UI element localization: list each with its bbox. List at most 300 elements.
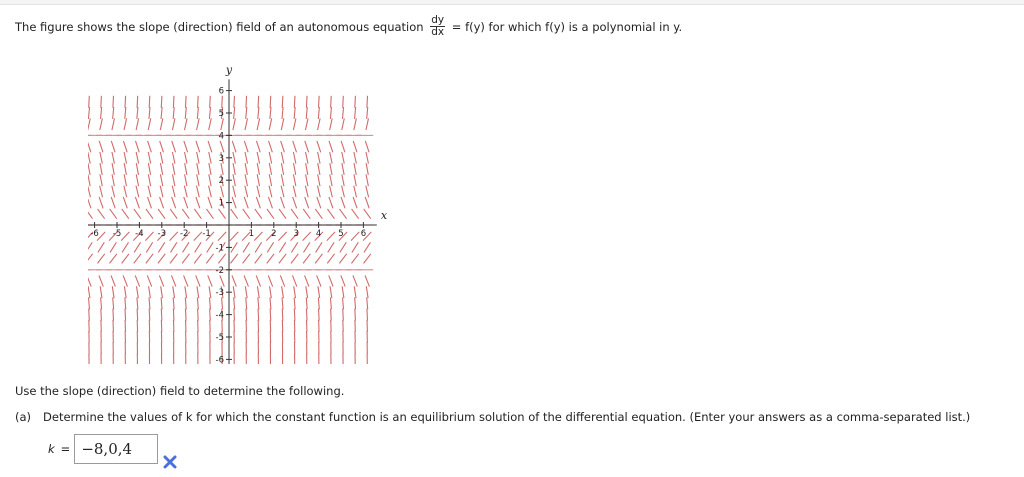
- slope-segment: [136, 118, 139, 130]
- slope-segment: [185, 107, 186, 119]
- slope-segment: [135, 275, 139, 286]
- slope-segment: [124, 163, 126, 175]
- slope-segment: [342, 174, 344, 186]
- slope-segment: [342, 163, 344, 175]
- slope-segment: [170, 242, 176, 252]
- slope-segment: [113, 107, 114, 119]
- slope-segment: [113, 297, 114, 309]
- slope-segment: [281, 174, 283, 186]
- slope-segment: [282, 107, 283, 119]
- slope-segment: [318, 152, 320, 164]
- slope-segment: [112, 174, 114, 186]
- slope-segment: [170, 209, 177, 219]
- slope-segment: [318, 286, 320, 298]
- slope-segment: [173, 286, 175, 298]
- slope-segment: [160, 186, 163, 198]
- slope-segment: [330, 174, 332, 186]
- slope-segment: [234, 309, 235, 321]
- slope-segment: [327, 209, 334, 219]
- slope-segment: [258, 107, 259, 119]
- slope-segment: [233, 186, 236, 198]
- slope-segment: [88, 275, 91, 286]
- slope-segment: [99, 275, 103, 286]
- x-axis-label: x: [380, 209, 388, 222]
- slope-segment: [194, 209, 201, 219]
- answer-input[interactable]: [74, 434, 158, 464]
- y-tick-label: -6: [215, 355, 224, 364]
- slope-segment: [124, 174, 126, 186]
- slope-segment: [196, 141, 200, 152]
- slope-segment: [341, 275, 345, 286]
- slope-segment: [366, 118, 369, 130]
- slope-segment: [173, 96, 174, 108]
- slope-segment: [209, 286, 211, 298]
- slope-segment: [329, 197, 333, 208]
- y-tick-label: -5: [215, 333, 224, 343]
- slope-segment: [112, 286, 114, 298]
- slope-segment: [353, 197, 357, 208]
- slope-segment: [134, 242, 140, 252]
- slope-segment: [365, 275, 369, 286]
- slope-segment: [293, 152, 295, 164]
- slope-segment: [278, 232, 286, 241]
- slope-segment: [97, 254, 104, 264]
- slope-segment: [146, 209, 153, 219]
- slope-segment: [364, 254, 371, 264]
- y-tick-label: -2: [215, 265, 224, 276]
- slope-segment: [125, 96, 126, 108]
- slope-segment: [185, 152, 187, 164]
- slope-segment: [111, 275, 115, 286]
- slope-segment: [306, 174, 308, 186]
- slope-segment: [184, 141, 188, 152]
- slope-segment: [210, 309, 211, 321]
- slope-segment: [110, 242, 116, 252]
- instruction-text: Use the slope (direction) field to determine the following.: [15, 384, 345, 398]
- slope-segment: [257, 163, 259, 175]
- slope-segment: [233, 286, 235, 298]
- slope-segment: [148, 118, 151, 130]
- slope-segment: [306, 107, 307, 119]
- slope-segment: [172, 141, 176, 152]
- slope-segment: [196, 186, 199, 198]
- slope-segment: [306, 286, 308, 298]
- y-axis-label: y: [225, 63, 233, 77]
- y-tick-label: -1: [215, 243, 224, 254]
- slope-segment: [98, 209, 105, 219]
- slope-segment: [184, 197, 188, 208]
- slope-segment: [158, 254, 165, 264]
- slope-segment: [197, 118, 200, 130]
- slope-segment: [232, 141, 236, 152]
- slope-segment: [343, 309, 344, 321]
- x-tick-label: -4: [135, 229, 144, 239]
- slope-segment: [316, 242, 322, 252]
- slope-segment: [206, 209, 213, 219]
- slope-segment: [315, 254, 322, 264]
- slope-segment: [137, 309, 138, 321]
- slope-segment: [339, 254, 346, 264]
- x-tick-label: 4: [315, 229, 322, 239]
- slope-segment: [282, 309, 283, 321]
- slope-segment: [124, 286, 126, 298]
- slope-segment: [234, 297, 235, 309]
- slope-segment: [294, 96, 295, 108]
- slope-segment: [221, 118, 224, 130]
- answer-variable-label: k: [48, 442, 55, 456]
- slope-segment: [220, 275, 224, 286]
- slope-segment: [255, 209, 262, 219]
- x-tick-label: 2: [271, 229, 277, 239]
- slope-segment: [170, 254, 177, 264]
- slope-segment: [125, 297, 126, 309]
- slope-segment: [88, 209, 93, 219]
- slope-segment: [196, 275, 200, 286]
- y-tick-label: -4: [215, 310, 224, 321]
- slope-segment: [269, 141, 273, 152]
- slope-segment: [282, 286, 284, 298]
- slope-segment: [281, 152, 283, 164]
- slope-segment: [293, 174, 295, 186]
- slope-segment: [269, 152, 271, 164]
- slope-segment: [136, 152, 138, 164]
- slope-segment: [270, 297, 271, 309]
- slope-segment: [354, 118, 357, 130]
- slope-segment: [293, 141, 297, 152]
- slope-segment: [305, 141, 309, 152]
- slope-segment: [173, 107, 174, 119]
- slope-segment: [147, 275, 151, 286]
- slope-segment: [342, 186, 345, 198]
- slope-segment: [145, 232, 153, 241]
- slope-segment: [282, 96, 283, 108]
- slope-segment: [270, 96, 271, 108]
- slope-segment: [160, 197, 164, 208]
- slope-segment: [330, 286, 332, 298]
- slope-segment: [254, 232, 262, 241]
- slope-segment: [354, 286, 356, 298]
- slope-segment: [158, 209, 165, 219]
- slope-segment: [281, 163, 283, 175]
- slope-segment: [330, 107, 331, 119]
- slope-segment: [279, 209, 286, 219]
- slope-segment: [100, 186, 103, 198]
- slope-segment: [137, 297, 138, 309]
- slope-segment: [365, 197, 369, 208]
- slope-segment: [88, 118, 90, 130]
- slope-segment: [244, 141, 248, 152]
- slope-segment: [124, 186, 127, 198]
- slope-segment: [243, 254, 250, 264]
- slope-segment: [246, 309, 247, 321]
- slope-segment: [111, 197, 115, 208]
- slope-segment: [184, 275, 188, 286]
- slope-segment: [343, 96, 344, 108]
- slope-segment: [170, 232, 178, 241]
- slope-segment: [305, 275, 309, 286]
- slope-segment: [101, 297, 102, 309]
- slope-segment: [330, 297, 331, 309]
- slope-segment: [172, 186, 175, 198]
- slope-segment: [292, 275, 296, 286]
- slope-segment: [342, 118, 345, 130]
- slope-segment: [123, 275, 127, 286]
- slope-segment: [208, 141, 212, 152]
- x-tick-label: -6: [90, 229, 99, 239]
- x-tick-label: -3: [157, 229, 167, 239]
- slope-segment: [256, 197, 260, 208]
- slope-segment: [195, 242, 201, 252]
- slope-segment: [209, 107, 210, 119]
- slope-segment: [89, 297, 90, 309]
- slope-segment: [209, 118, 212, 130]
- slope-segment: [121, 232, 129, 241]
- slope-segment: [315, 209, 322, 219]
- slope-segment: [244, 197, 248, 208]
- slope-segment: [196, 197, 200, 208]
- slope-segment: [306, 96, 307, 108]
- slope-segment: [160, 118, 163, 130]
- slope-segment: [294, 107, 295, 119]
- slope-segment: [88, 174, 90, 186]
- slope-segment: [112, 186, 115, 198]
- slope-segment: [303, 209, 310, 219]
- slope-segment: [352, 209, 359, 219]
- slope-segment: [183, 242, 189, 252]
- slope-segment: [219, 209, 226, 219]
- prompt-lead: The figure shows the slope (direction) field of an autonomous equation: [15, 20, 424, 34]
- y-tick-label: 2: [218, 176, 224, 187]
- slope-segment: [149, 297, 150, 309]
- slope-segment: [197, 107, 198, 119]
- slope-segment: [100, 286, 102, 298]
- slope-segment: [355, 96, 356, 108]
- slope-segment: [258, 297, 259, 309]
- y-tick-label: 4: [218, 131, 224, 142]
- slope-segment: [125, 107, 126, 119]
- slope-segment: [113, 309, 114, 321]
- slope-segment: [294, 309, 295, 321]
- slope-segment: [160, 152, 162, 164]
- slope-segment: [111, 141, 115, 152]
- slope-segment: [364, 242, 370, 252]
- dy-dx-fraction: [430, 15, 445, 38]
- slope-segment: [367, 107, 368, 119]
- slope-segment: [110, 254, 117, 264]
- slope-segment: [185, 96, 186, 108]
- slope-segment: [365, 141, 369, 152]
- slope-segment: [367, 309, 368, 321]
- slope-segment: [330, 118, 333, 130]
- slope-segment: [148, 174, 150, 186]
- slope-segment: [255, 242, 261, 252]
- slope-segment: [209, 186, 212, 198]
- slope-segment: [367, 297, 368, 309]
- slope-segment: [185, 297, 186, 309]
- slope-segment: [110, 209, 117, 219]
- x-tick-label: 6: [360, 229, 367, 239]
- slope-segment: [339, 209, 346, 219]
- slope-segment: [149, 309, 150, 321]
- slope-segment: [147, 197, 151, 208]
- slope-segment: [124, 152, 126, 164]
- x-tick-label: -5: [112, 229, 122, 239]
- slope-segment: [329, 141, 333, 152]
- slope-segment: [317, 141, 321, 152]
- slope-segment: [257, 186, 260, 198]
- slope-segment: [246, 96, 247, 108]
- slope-segment: [194, 254, 201, 264]
- slope-segment: [245, 118, 248, 130]
- slope-segment: [366, 186, 369, 198]
- slope-segment: [134, 209, 141, 219]
- slope-segment: [88, 186, 90, 198]
- slope-segment: [146, 254, 153, 264]
- slope-segment: [270, 107, 271, 119]
- slope-segment: [100, 163, 102, 175]
- slope-segment: [257, 152, 259, 164]
- slope-segment: [366, 174, 368, 186]
- slope-segment: [306, 309, 307, 321]
- slope-segment: [245, 174, 247, 186]
- slope-segment: [331, 96, 332, 108]
- slope-segment: [233, 163, 235, 175]
- slope-segment: [112, 152, 114, 164]
- slope-segment: [317, 186, 320, 198]
- slope-segment: [209, 152, 211, 164]
- slope-segment: [99, 141, 103, 152]
- slope-segment: [354, 174, 356, 186]
- slope-segment: [232, 197, 236, 208]
- slope-segment: [341, 197, 345, 208]
- slope-segment: [198, 96, 199, 108]
- slope-field-figure: [88, 52, 398, 364]
- slope-segment: [209, 174, 211, 186]
- slope-segment: [294, 163, 296, 175]
- slope-segment: [218, 254, 225, 264]
- prompt-equation-text: = f(y) for which f(y) is a polynomial in y.: [451, 20, 683, 34]
- slope-segment: [208, 197, 212, 208]
- slope-segment: [355, 309, 356, 321]
- slope-segment: [233, 152, 235, 164]
- slope-segment: [184, 118, 187, 130]
- slope-segment: [281, 141, 285, 152]
- slope-segment: [160, 163, 162, 175]
- slope-segment: [280, 275, 284, 286]
- slope-segment: [134, 254, 141, 264]
- slope-segment: [149, 96, 150, 108]
- slope-segment: [136, 163, 138, 175]
- slope-segment: [88, 197, 91, 208]
- slope-segment: [136, 186, 139, 198]
- slope-segment: [294, 297, 295, 309]
- x-tick-label: -1: [202, 229, 211, 239]
- slope-segment: [305, 186, 308, 198]
- slope-segment: [182, 209, 189, 219]
- question-a: [15, 410, 970, 424]
- slope-segment: [88, 152, 90, 164]
- x-tick-label: -2: [179, 229, 189, 239]
- slope-segment: [291, 242, 297, 252]
- slope-segment: [99, 197, 103, 208]
- slope-segment: [149, 286, 151, 298]
- slope-segment: [234, 107, 235, 119]
- slope-segment: [340, 242, 346, 252]
- slope-segment: [124, 118, 127, 130]
- slope-segment: [172, 118, 175, 130]
- answer-row: [48, 432, 158, 466]
- slope-segment: [257, 286, 259, 298]
- slope-segment: [122, 242, 128, 252]
- slope-segment: [306, 163, 308, 175]
- slope-segment: [160, 141, 164, 152]
- question-part-label: (a): [15, 410, 32, 424]
- slope-segment: [125, 309, 126, 321]
- slope-segment: [160, 174, 162, 186]
- slope-segment: [317, 275, 321, 286]
- slope-segment: [171, 275, 175, 286]
- slope-segment: [123, 141, 127, 152]
- slope-segment: [364, 209, 371, 219]
- slope-segment: [270, 309, 271, 321]
- slope-segment: [269, 118, 272, 130]
- slope-segment: [89, 96, 90, 108]
- y-tick-label: -3: [215, 288, 224, 299]
- slope-segment: [281, 118, 284, 130]
- slope-segment: [244, 275, 248, 286]
- slope-segment: [304, 242, 310, 252]
- slope-segment: [148, 141, 152, 152]
- slope-segment: [221, 186, 224, 198]
- slope-segment: [245, 152, 247, 164]
- slope-segment: [245, 163, 247, 175]
- slope-segment: [123, 197, 127, 208]
- slope-segment: [330, 152, 332, 164]
- slope-segment: [256, 141, 260, 152]
- slope-segment: [353, 141, 357, 152]
- slope-segment: [173, 297, 174, 309]
- slope-segment: [233, 174, 235, 186]
- slope-segment: [230, 254, 237, 264]
- slope-segment: [279, 242, 285, 252]
- slope-segment: [161, 309, 162, 321]
- slope-segment: [136, 174, 138, 186]
- slope-segment: [100, 152, 102, 164]
- slope-segment: [328, 242, 334, 252]
- slope-segment: [221, 163, 223, 175]
- y-tick-label: 3: [218, 153, 224, 164]
- slope-segment: [258, 96, 259, 108]
- slope-segment: [269, 174, 271, 186]
- slope-segment: [327, 232, 335, 241]
- slope-segment: [318, 297, 319, 309]
- y-tick-label: 6: [218, 86, 224, 97]
- incorrect-x-icon: [162, 454, 178, 470]
- slope-segment: [172, 197, 176, 208]
- slope-segment: [161, 286, 163, 298]
- slope-segment: [318, 118, 321, 130]
- slope-segment: [343, 297, 344, 309]
- slope-segment: [256, 275, 260, 286]
- slope-segment: [306, 297, 307, 309]
- slope-segment: [173, 174, 175, 186]
- slope-segment: [257, 174, 259, 186]
- slope-segment: [366, 286, 368, 298]
- slope-segment: [197, 174, 199, 186]
- slope-segment: [230, 232, 238, 241]
- slope-segment: [331, 309, 332, 321]
- slope-segment: [101, 309, 102, 321]
